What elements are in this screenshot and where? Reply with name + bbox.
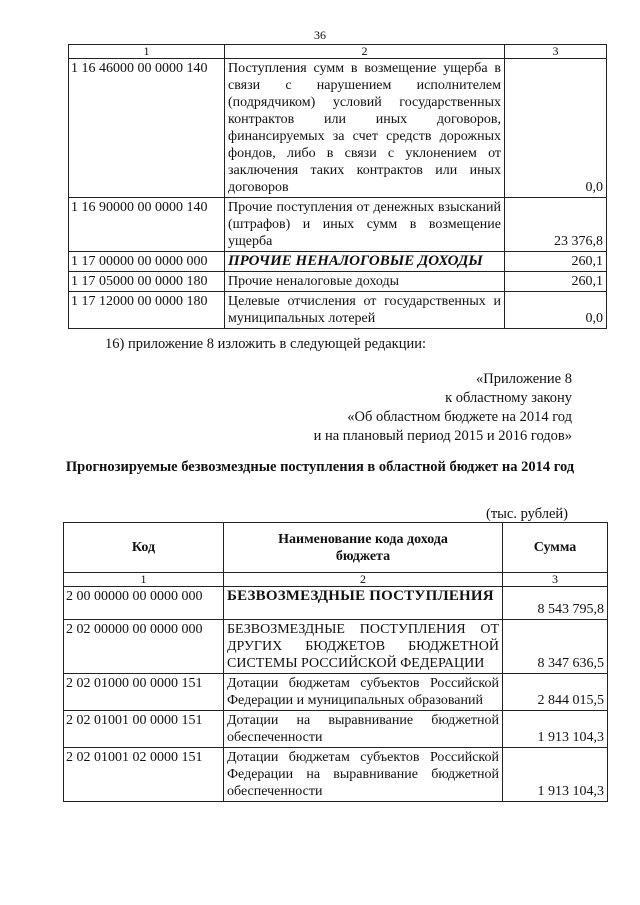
row-code: 2 00 00000 00 0000 000 <box>64 587 224 620</box>
page-number: 36 <box>314 28 326 42</box>
document-title: Прогнозируемые безвозмездные поступления в областной бюджет на 2014 год <box>65 459 575 475</box>
table-row <box>69 272 607 292</box>
appendix-line: «Приложение 8 <box>476 371 572 387</box>
table-row <box>64 587 608 620</box>
row-name: Дотации бюджетам субъектов Российской Федерации на выравнивание бюджетной обеспеченности <box>224 748 503 802</box>
row-code: 1 16 90000 00 0000 140 <box>69 198 225 252</box>
appendix-line: и на плановый период 2015 и 2016 годов» <box>313 428 572 444</box>
row-name: Прочие неналоговые доходы <box>225 272 505 292</box>
row-name: БЕЗВОЗМЕЗДНЫЕ ПОСТУПЛЕНИЯ ОТ ДРУГИХ БЮДЖЕТОВ БЮДЖЕТНОЙ СИСТЕМЫ РОССИЙСКОЙ ФЕДЕРАЦИИ <box>224 620 503 674</box>
grants-table <box>63 522 608 802</box>
header-row <box>64 523 608 573</box>
header-code: Код <box>64 523 224 573</box>
col-number-2: 2 <box>225 45 505 59</box>
appendix-header <box>314 370 572 446</box>
amendment-paragraph: 16) приложение 8 изложить в следующей редакции: <box>105 336 427 352</box>
table-row <box>64 620 608 674</box>
row-code: 2 02 01000 00 0000 151 <box>64 674 224 711</box>
row-sum: 2 844 015,5 <box>503 674 608 711</box>
appendix-line: «Об областном бюджете на 2014 год <box>347 409 572 425</box>
row-code: 2 02 01001 02 0000 151 <box>64 748 224 802</box>
col-number-3: 3 <box>505 45 607 59</box>
row-code: 1 17 12000 00 0000 180 <box>69 292 225 329</box>
table-row <box>64 711 608 748</box>
row-sum: 8 543 795,8 <box>503 587 608 620</box>
column-number-row <box>69 45 607 59</box>
col-number-3: 3 <box>503 573 608 587</box>
row-sum: 260,1 <box>505 252 607 272</box>
row-sum: 8 347 636,5 <box>503 620 608 674</box>
row-code: 1 17 00000 00 0000 000 <box>69 252 225 272</box>
row-name: Поступления сумм в возмещение ущерба в связи с нарушением исполнителем (подрядчиком) условий государственных контрактов или иных договоров, финансируемых за счет средств дорожных фондов, либо в связи с уклонением от заключения таких контрактов или иных договоров <box>225 59 505 198</box>
units-label: (тыс. рублей) <box>486 506 568 522</box>
row-sum: 23 376,8 <box>505 198 607 252</box>
row-code: 2 02 01001 00 0000 151 <box>64 711 224 748</box>
row-sum: 260,1 <box>505 272 607 292</box>
row-name: Прочие поступления от денежных взысканий (штрафов) и иных сумм в возмещение ущерба <box>225 198 505 252</box>
row-sum: 1 913 104,3 <box>503 711 608 748</box>
column-number-row <box>64 573 608 587</box>
col-number-1: 1 <box>69 45 225 59</box>
row-code: 2 02 00000 00 0000 000 <box>64 620 224 674</box>
col-number-2: 2 <box>224 573 503 587</box>
row-name: Дотации бюджетам субъектов Российской Федерации и муниципальных образований <box>224 674 503 711</box>
appendix-line: к областному закону <box>445 390 572 406</box>
table-row <box>69 252 607 272</box>
header-name: Наименование кода дохода бюджета <box>224 523 503 573</box>
col-number-1: 1 <box>64 573 224 587</box>
table-row <box>64 748 608 802</box>
table-row <box>69 59 607 198</box>
row-name: Целевые отчисления от государственных и муниципальных лотерей <box>225 292 505 329</box>
table-row <box>69 292 607 329</box>
row-code: 1 17 05000 00 0000 180 <box>69 272 225 292</box>
revenue-table-continued <box>68 44 607 329</box>
row-name: ПРОЧИЕ НЕНАЛОГОВЫЕ ДОХОДЫ <box>225 252 505 272</box>
row-code: 1 16 46000 00 0000 140 <box>69 59 225 198</box>
table-row <box>69 198 607 252</box>
row-sum: 0,0 <box>505 59 607 198</box>
row-sum: 0,0 <box>505 292 607 329</box>
header-sum: Сумма <box>503 523 608 573</box>
row-name: Дотации на выравнивание бюджетной обеспеченности <box>224 711 503 748</box>
row-name: БЕЗВОЗМЕЗДНЫЕ ПОСТУПЛЕНИЯ <box>224 587 503 620</box>
table-row <box>64 674 608 711</box>
row-sum: 1 913 104,3 <box>503 748 608 802</box>
